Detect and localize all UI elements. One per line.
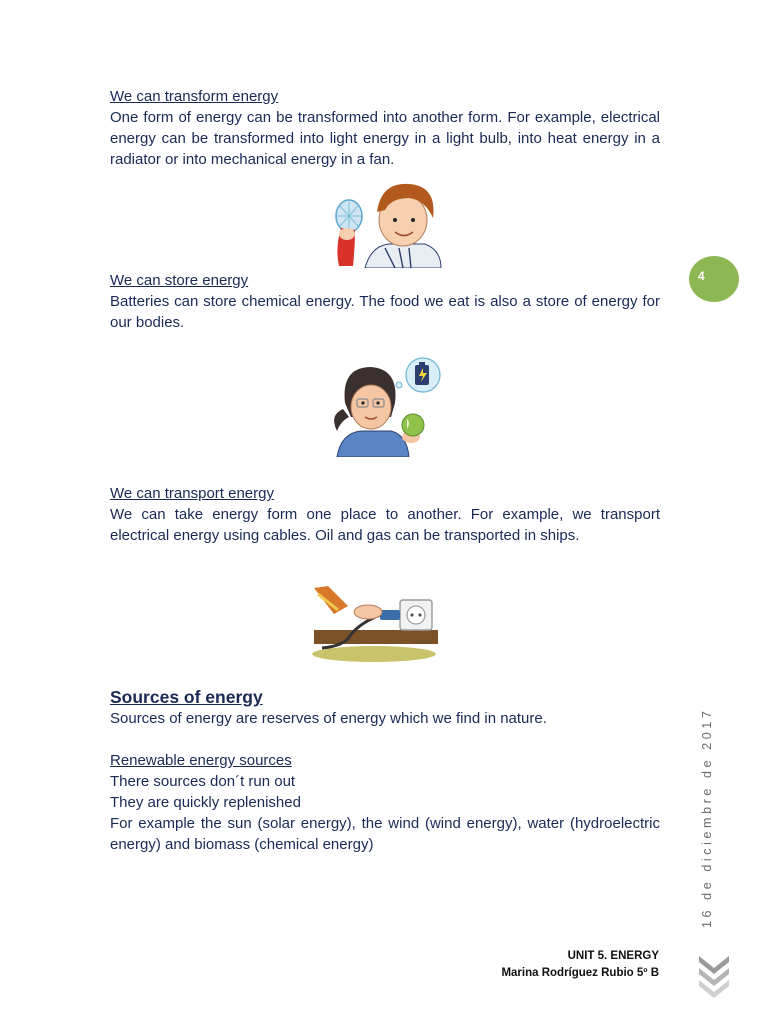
renewable-line-dont-run-out: There sources don´t run out	[110, 773, 296, 790]
paragraph-store-energy: Batteries can store chemical energy. The food we eat is also a store of energy for our bodies.	[110, 293, 660, 331]
chevron-down-icon	[697, 954, 731, 1000]
heading-renewable-energy-sources: Renewable energy sources	[110, 752, 292, 769]
page-footer	[501, 948, 659, 982]
renewable-line-examples: For example the sun (solar energy), the wind (wind energy), water (hydroelectric energy) and biomass (chemical energy)	[110, 815, 660, 853]
section-title-sources-of-energy: Sources of energy	[110, 687, 263, 707]
page-number: 4	[698, 269, 705, 283]
footer-unit: UNIT 5. ENERGY	[567, 950, 659, 962]
heading-store-energy: We can store energy	[110, 272, 249, 289]
heading-transport-energy: We can transport energy	[110, 485, 274, 502]
page-content	[110, 86, 660, 855]
boy-with-fan-illustration	[325, 176, 445, 268]
page-number-badge	[689, 256, 739, 302]
paragraph-transport-energy: We can take energy form one place to another. For example, we transport electrical energy using cables. Oil and gas can be transported in ships.	[110, 506, 660, 544]
renewable-line-replenished: They are quickly replenished	[110, 794, 301, 811]
paragraph-sources-of-energy: Sources of energy are reserves of energy which we find in nature.	[110, 710, 547, 727]
vertical-date: 16 de diciembre de 2017	[700, 707, 714, 928]
girl-eating-apple-illustration	[311, 357, 451, 457]
footer-author: Marina Rodríguez Rubio 5º B	[501, 967, 659, 979]
paragraph-transform-energy: One form of energy can be transformed into another form. For example, electrical energy can be transformed into light energy in a light bulb, into heat energy in a radiator or into mechanical energy in a fan.	[110, 109, 660, 168]
plug-socket-illustration	[308, 584, 438, 666]
heading-transform-energy: We can transform energy	[110, 88, 279, 105]
